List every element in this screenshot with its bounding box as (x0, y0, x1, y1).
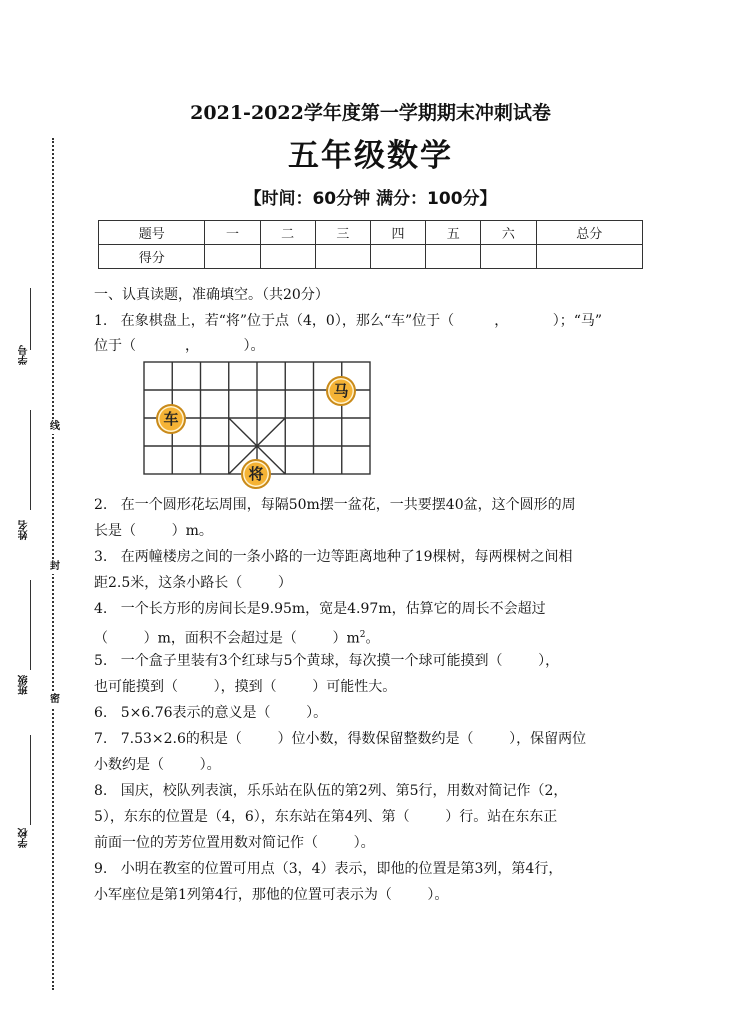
seal-mark-line: 线 (50, 421, 60, 432)
question-line (94, 649, 654, 675)
school-blank-line (30, 735, 31, 825)
question-3-text: 3. 在两幢楼房之间的一条小路的一边等距离地种了19棵树，每两棵树之间相 (94, 549, 573, 565)
question-8-text-cont: 5），东东的位置是（4，6），东东站在第4列、第（ ）行。站在东东正 (94, 809, 558, 825)
score-table-header-cell: 一 (205, 221, 260, 245)
score-table-header-cell: 二 (260, 221, 315, 245)
question-5-text: 5. 一个盒子里装有3个红球与5个黄球，每次摸一个球可能摸到（ ）， (94, 653, 560, 669)
question-2-text-cont: 长是（ ）m。 (94, 523, 213, 539)
score-cell[interactable] (315, 245, 370, 269)
question-4-text-end: 。 (365, 630, 380, 647)
score-row-label: 得分 (99, 245, 205, 269)
question-line (94, 779, 654, 805)
square-meter-superscript: 2 (359, 630, 366, 640)
chessboard-figure (143, 361, 371, 483)
score-cell[interactable] (426, 245, 481, 269)
score-table-header-cell: 题号 (99, 221, 205, 245)
score-table-header-cell: 三 (315, 221, 370, 245)
question-3-text-cont: 距2.5米，这条小路长（ ） (94, 575, 292, 591)
question-7-text-cont: 小数约是（ ）。 (94, 757, 221, 773)
question-4-text: 4. 一个长方形的房间长是9.95m，宽是4.97m，估算它的周长不会超过 (94, 601, 546, 617)
question-line (94, 805, 654, 831)
question-8-text: 8. 国庆，校队列表演，乐乐站在队伍的第2列、第5行，用数对简记作（2， (94, 783, 568, 799)
student-id-blank-line (30, 288, 31, 350)
section-heading (94, 283, 654, 309)
question-9-text: 9. 小明在教室的位置可用点（3，4）表示，即他的位置是第3列，第4行， (94, 861, 563, 877)
section-heading-text: 一、认真读题，准确填空。（共20分） (94, 287, 329, 303)
chess-piece-jiang: 将 (241, 459, 271, 489)
question-line (94, 831, 654, 857)
score-cell[interactable] (536, 245, 642, 269)
school-label: 学校 (19, 828, 30, 848)
seal-mark-seal: 封 (50, 561, 60, 572)
name-blank-line (30, 410, 31, 510)
question-line (94, 571, 654, 597)
question-line (94, 334, 654, 360)
seal-mark-secret: 密 (50, 694, 60, 705)
class-label: 班级 (19, 675, 30, 695)
question-line (94, 701, 654, 727)
exam-time-score-info: 【时间：60分钟 满分：100分】 (244, 189, 497, 209)
question-line (94, 309, 654, 335)
score-cell[interactable] (260, 245, 315, 269)
score-table-header-row (99, 221, 643, 245)
question-line (94, 545, 654, 571)
score-table-score-row (99, 245, 643, 269)
score-table-header-cell: 总分 (536, 221, 642, 245)
score-table-header-cell: 五 (426, 221, 481, 245)
question-line (94, 675, 654, 701)
question-1-text-cont: 位于（ ， ）。 (94, 338, 265, 354)
score-cell[interactable] (205, 245, 260, 269)
question-line (94, 519, 654, 545)
exam-title: 2021-2022学年度第一学期期末冲刺试卷 (190, 102, 551, 124)
question-4-text-cont: （ ）m，面积不会超过是（ ）m (94, 630, 360, 647)
question-5-text-cont: 也可能摸到（ ），摸到（ ）可能性大。 (94, 679, 397, 695)
question-1-text: 1. 在象棋盘上，若“将”位于点（4，0），那么“车”位于（ ， ）；“马” (94, 313, 603, 329)
class-blank-line (30, 580, 31, 670)
question-line (94, 753, 654, 779)
question-8-text-end: 前面一位的芳芳位置用数对简记作（ ）。 (94, 835, 375, 851)
score-table (98, 220, 643, 269)
score-cell[interactable] (481, 245, 536, 269)
question-9-text-cont: 小军座位是第1列第4行，那他的位置可表示为（ ）。 (94, 887, 449, 903)
score-cell[interactable] (370, 245, 425, 269)
question-line (94, 597, 654, 623)
student-id-label: 学号 (19, 345, 30, 365)
question-2-text: 2. 在一个圆形花坛周围，每隔50m摆一盆花，一共要摆40盆，这个圆形的周 (94, 497, 576, 513)
question-line (94, 857, 654, 883)
chess-piece-ma: 马 (326, 376, 356, 406)
question-7-text: 7. 7.53×2.6的积是（ ）位小数，得数保留整数约是（ ），保留两位 (94, 731, 587, 747)
score-table-header-cell: 六 (481, 221, 536, 245)
question-line (94, 727, 654, 753)
score-table-header-cell: 四 (370, 221, 425, 245)
name-label: 姓名 (19, 520, 30, 540)
exam-subject-title: 五年级数学 (288, 138, 453, 174)
question-line (94, 883, 654, 909)
question-line (94, 623, 654, 652)
question-6-text: 6. 5×6.76表示的意义是（ ）。 (94, 705, 328, 721)
question-line (94, 493, 654, 519)
chess-piece-ju: 车 (156, 404, 186, 434)
